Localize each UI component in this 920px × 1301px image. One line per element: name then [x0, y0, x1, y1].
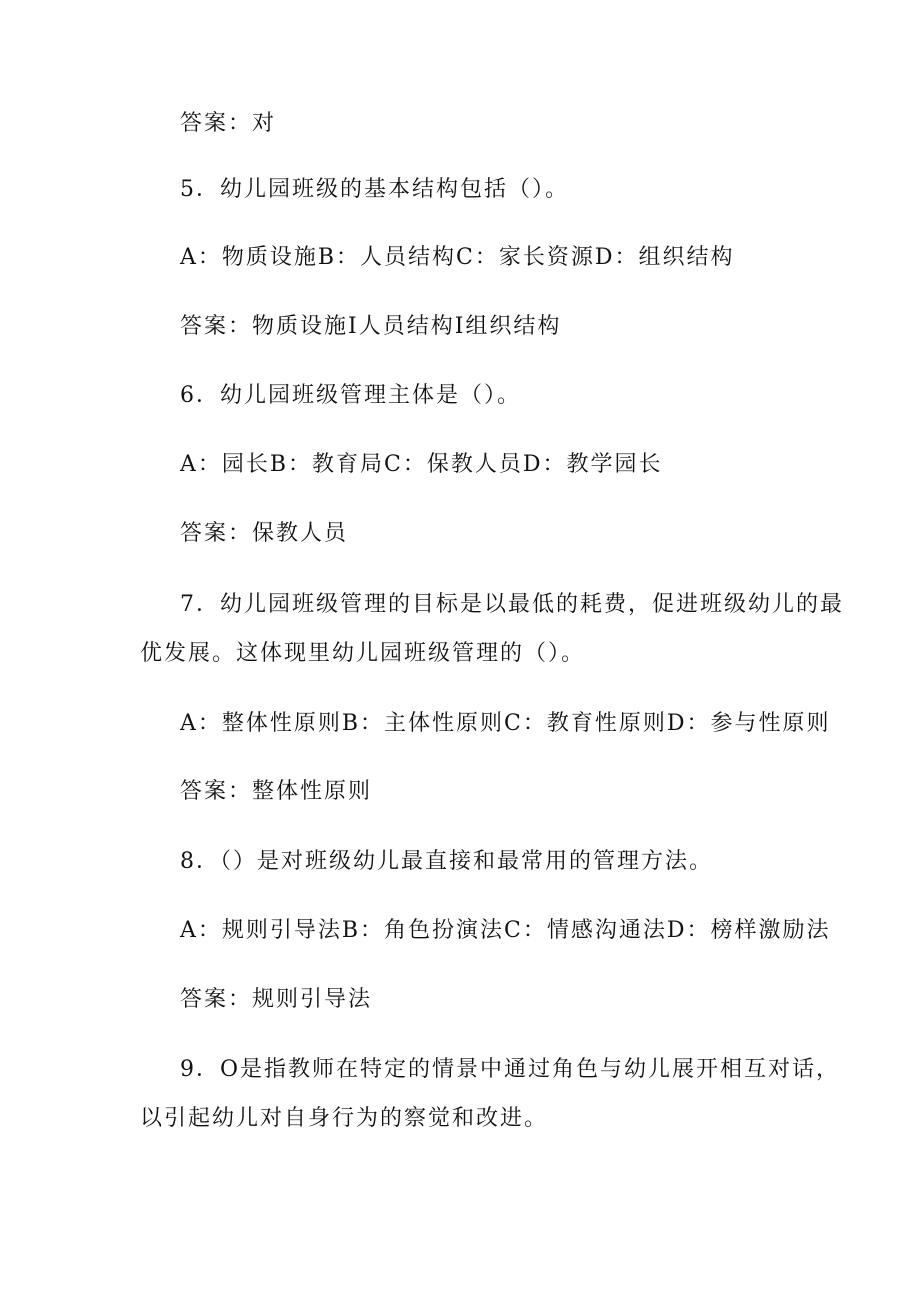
answer-4: 答案：对	[180, 111, 277, 136]
answer-8: 答案：规则引导法	[180, 987, 373, 1012]
options-5: A：物质设施B：人员结构C：家长资源D：组织结构	[180, 245, 735, 270]
question-7-line-1: 7．幼儿园班级管理的目标是以最低的耗费，促进班级幼儿的最	[180, 592, 844, 617]
options-6: A：园长B：教育局C：保教人员D：教学园长	[180, 452, 663, 477]
answer-5: 答案：物质设施I人员结构I组织结构	[180, 314, 562, 339]
question-5: 5．幼儿园班级的基本结构包括（）。	[180, 177, 569, 202]
question-8: 8．（）是对班级幼儿最直接和最常用的管理方法。	[180, 849, 713, 874]
question-9-line-2: 以引起幼儿对自身行为的察觉和改进。	[140, 1106, 549, 1131]
options-7: A：整体性原则B：主体性原则C：教育性原则D：参与性原则	[180, 711, 831, 736]
question-9-line-1: 9．O是指教师在特定的情景中通过角色与幼儿展开相互对话，	[180, 1057, 841, 1082]
answer-6: 答案：保教人员	[180, 521, 349, 546]
question-6: 6．幼儿园班级管理主体是（）。	[180, 383, 521, 408]
question-7-line-2: 优发展。这体现里幼儿园班级管理的（）。	[140, 641, 586, 666]
options-8: A：规则引导法B：角色扮演法C：情感沟通法D：榜样激励法	[180, 918, 831, 943]
answer-7: 答案：整体性原则	[180, 779, 373, 804]
